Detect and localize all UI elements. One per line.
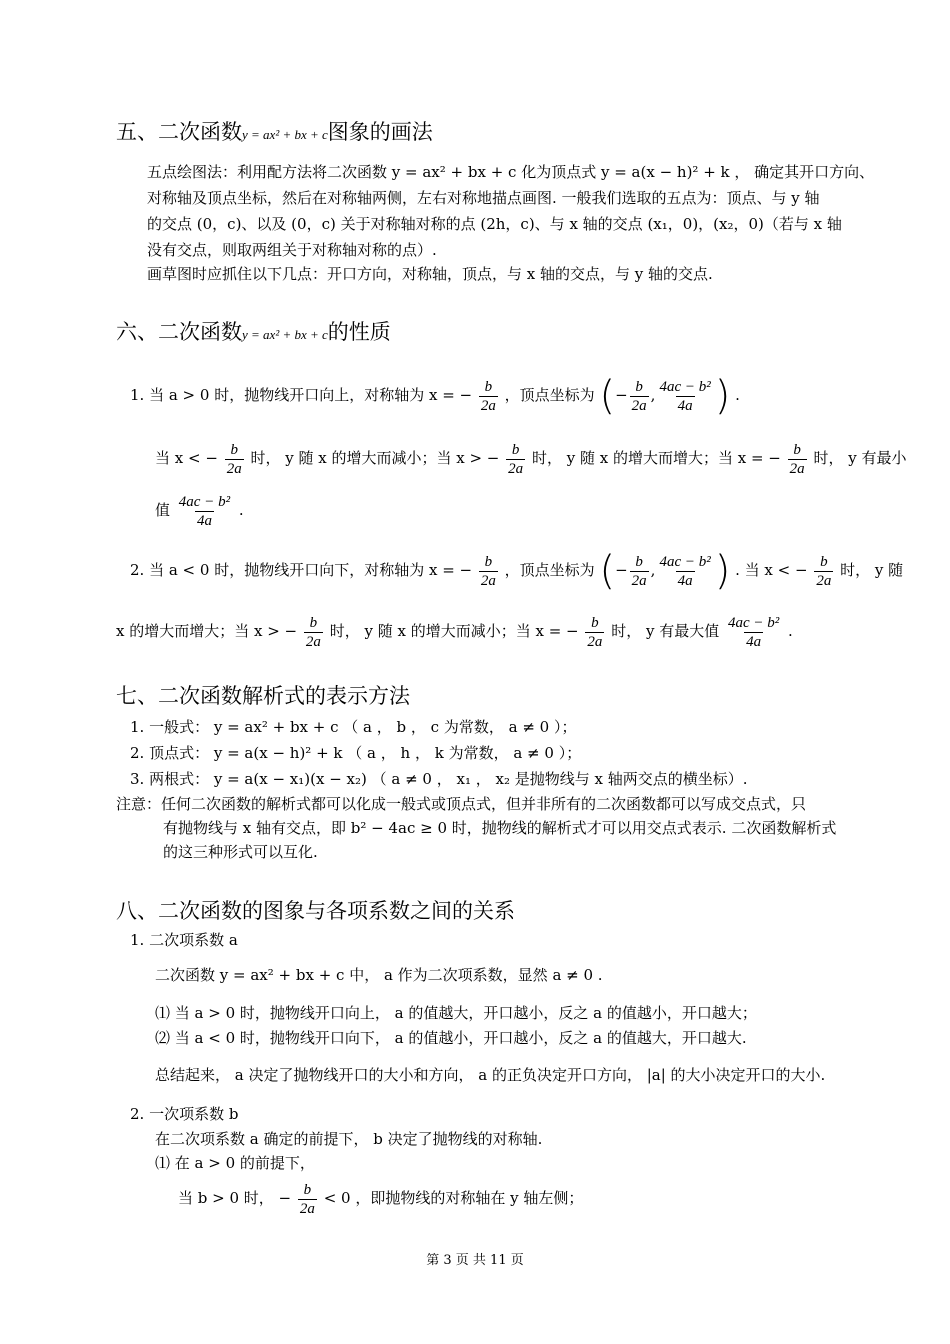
denominator: 2a xyxy=(631,572,647,589)
denominator: 4a xyxy=(196,512,212,529)
denominator: 2a xyxy=(305,633,321,650)
section-6-title: 六、二次函数 xyxy=(116,320,242,344)
s6-point-1 xyxy=(130,373,740,418)
right-paren: ) xyxy=(714,548,731,594)
fraction-b-over-2a xyxy=(788,441,807,478)
s5-line-2: 对称轴及顶点坐标，然后在对称轴两侧，左右对称地描点画图. 一般我们选取的五点为：顶点、与 y 轴 xyxy=(147,189,820,207)
s8-line-3: ⑴ 当 a > 0 时，抛物线开口向上， a 的值越大，开口越小，反之 a 的值越小，开口越大； xyxy=(155,1004,757,1022)
numerator: 4ac − b² xyxy=(727,614,780,631)
s6-p2-text-a: 2. 当 a < 0 时，抛物线开口向下，对称轴为 x = − xyxy=(130,561,473,579)
fraction-b-over-2a xyxy=(304,614,323,651)
left-paren: ( xyxy=(599,548,616,594)
s7-line-2: 2. 顶点式： y = a(x − h)² + k （ a ， h ， k 为常数， a ≠ 0 ）； xyxy=(130,744,582,762)
s6-point-2-detail xyxy=(116,609,793,653)
s6-p1-text-f: 时， y 随 x 的增大而增大；当 x = − xyxy=(531,449,781,467)
section-6-title-suffix: 的性质 xyxy=(327,320,391,344)
fraction-vertex-y xyxy=(726,614,781,651)
s6-point-2 xyxy=(130,548,903,593)
fraction-vertex-y xyxy=(177,493,232,530)
fraction-b-over-2a xyxy=(479,553,498,590)
s6-p2-text-d: 时， y 随 xyxy=(840,561,904,579)
s6-p2-text-g: 时， y 有最大值 xyxy=(611,622,720,640)
s5-line-1: 五点绘图法：利用配方法将二次函数 y = ax² + bx + c 化为顶点式 y = a(x − h)² + k ， 确定其开口方向、 xyxy=(147,163,875,181)
s8-line-7: 在二次项系数 a 确定的前提下， b 决定了抛物线的对称轴. xyxy=(155,1130,543,1148)
s8-l9-text-b: < 0 ，即抛物线的对称轴在 y 轴左侧； xyxy=(323,1189,584,1207)
s8-l9-text-a: 当 b > 0 时， − xyxy=(178,1189,292,1207)
fraction-b-over-2a xyxy=(814,553,833,590)
s8-line-6: 2. 一次项系数 b xyxy=(130,1105,239,1123)
fraction-b-over-2a xyxy=(585,614,604,651)
denominator: 2a xyxy=(789,460,805,477)
s6-point-1-min xyxy=(155,488,244,532)
page-footer: 第 3 页 共 11 页 xyxy=(426,1253,524,1268)
numerator: b xyxy=(309,614,318,631)
section-5-title: 五、二次函数 xyxy=(116,120,242,144)
section-7-heading: 七、二次函数解析式的表示方法 xyxy=(116,684,410,708)
s6-p2-text-b: ，顶点坐标为 xyxy=(504,561,595,579)
numerator: b xyxy=(793,441,801,458)
numerator: b xyxy=(591,614,599,631)
section-5-title-suffix: 图象的画法 xyxy=(327,120,433,144)
fraction-b-over-2a xyxy=(479,378,498,415)
numerator: b xyxy=(484,553,493,570)
fraction-b-over-2a xyxy=(298,1181,317,1218)
minus-sign: − xyxy=(615,561,628,579)
denominator: 2a xyxy=(480,572,496,589)
s5-line-5: 画草图时应抓住以下几点：开口方向，对称轴，顶点，与 x 轴的交点，与 y 轴的交点. xyxy=(147,265,713,283)
section-6-formula: y = ax² + bx + c xyxy=(242,327,328,342)
left-paren: ( xyxy=(599,373,616,419)
numerator: 4ac − b² xyxy=(659,378,711,395)
fraction-vertex-y xyxy=(657,378,712,415)
section-6-heading xyxy=(116,316,391,346)
comma: , xyxy=(650,386,656,404)
denominator: 2a xyxy=(587,633,603,650)
numerator: b xyxy=(635,378,643,395)
s8-line-4: ⑵ 当 a < 0 时，抛物线开口向下， a 的值越小，开口越小，反之 a 的值越大，开口越大. xyxy=(155,1029,747,1047)
numerator: b xyxy=(303,1181,312,1198)
s7-line-3: 3. 两根式： y = a(x − x₁)(x − x₂) （ a ≠ 0 ， x₁ ， x₂ 是抛物线与 x 轴两交点的横坐标）. xyxy=(130,770,748,788)
numerator: b xyxy=(820,553,828,570)
section-5-formula: y = ax² + bx + c xyxy=(242,127,328,142)
denominator: 2a xyxy=(816,572,832,589)
s6-p1-text-h: 值 xyxy=(155,501,171,519)
s6-point-1-detail xyxy=(155,436,906,480)
s6-p2-text-c: . 当 x < − xyxy=(735,561,808,579)
numerator: 4ac − b² xyxy=(659,553,711,570)
s8-line-1: 1. 二次项系数 a xyxy=(130,931,238,949)
s8-line-2: 二次函数 y = ax² + bx + c 中， a 作为二次项系数，显然 a ≠ 0 . xyxy=(155,966,603,984)
denominator: 4a xyxy=(677,397,693,414)
s7-line-5: 有抛物线与 x 轴有交点，即 b² − 4ac ≥ 0 时，抛物线的解析式才可以用交点式表示. 二次函数解析式 xyxy=(163,819,837,837)
s6-p2-text-e: x 的增大而增大；当 x > − xyxy=(116,622,298,640)
s5-line-4: 没有交点，则取两组关于对称轴对称的点）. xyxy=(147,241,437,259)
fraction-b-over-2a xyxy=(225,441,244,478)
s6-p1-text-a: 1. 当 a > 0 时，抛物线开口向上，对称轴为 x = − xyxy=(130,386,473,404)
s5-line-3: 的交点 (0，c)、以及 (0，c) 关于对称轴对称的点 (2h，c)、与 x 轴的交点 (x₁，0)，(x₂，0)（若与 x 轴 xyxy=(147,215,842,233)
s8-line-5: 总结起来， a 决定了抛物线开口的大小和方向， a 的正负决定开口方向， |a| 的大小决定开口的大小. xyxy=(155,1066,826,1084)
numerator: b xyxy=(484,378,493,395)
s6-p1-text-e: 时， y 随 x 的增大而减小；当 x > − xyxy=(250,449,500,467)
fraction-b-over-2a xyxy=(630,553,649,590)
numerator: b xyxy=(635,553,643,570)
section-8-heading: 八、二次函数的图象与各项系数之间的关系 xyxy=(116,899,515,923)
s8-line-9 xyxy=(178,1176,583,1220)
denominator: 2a xyxy=(299,1200,315,1217)
numerator: 4ac − b² xyxy=(178,493,231,510)
s8-line-8: ⑴ 在 a > 0 的前提下， xyxy=(155,1154,315,1172)
s6-p1-text-g: 时， y 有最小 xyxy=(813,449,907,467)
section-5-heading xyxy=(116,116,433,146)
denominator: 2a xyxy=(226,460,242,477)
denominator: 4a xyxy=(677,572,693,589)
s6-p1-text-i: . xyxy=(238,501,244,519)
denominator: 2a xyxy=(508,460,524,477)
numerator: b xyxy=(230,441,238,458)
numerator: b xyxy=(511,441,520,458)
s7-line-1: 1. 一般式： y = ax² + bx + c （ a ， b ， c 为常数， a ≠ 0 ）； xyxy=(130,718,577,736)
s6-p2-text-f: 时， y 随 x 的增大而减小；当 x = − xyxy=(329,622,579,640)
fraction-b-over-2a xyxy=(630,378,649,415)
denominator: 4a xyxy=(746,633,762,650)
s6-p2-text-h: . xyxy=(788,622,793,640)
fraction-b-over-2a xyxy=(506,441,525,478)
denominator: 2a xyxy=(631,397,647,414)
s6-p1-text-c: . xyxy=(735,386,740,404)
comma: , xyxy=(650,561,656,579)
s6-p1-text-b: ，顶点坐标为 xyxy=(504,386,595,404)
minus-sign: − xyxy=(615,386,628,404)
s7-line-4: 注意：任何二次函数的解析式都可以化成一般式或顶点式，但并非所有的二次函数都可以写成交点式，只 xyxy=(116,795,807,813)
s7-line-6: 的这三种形式可以互化. xyxy=(163,843,318,861)
right-paren: ) xyxy=(714,373,731,419)
denominator: 2a xyxy=(480,397,496,414)
fraction-vertex-y xyxy=(657,553,712,590)
s6-p1-text-d: 当 x < − xyxy=(155,449,218,467)
